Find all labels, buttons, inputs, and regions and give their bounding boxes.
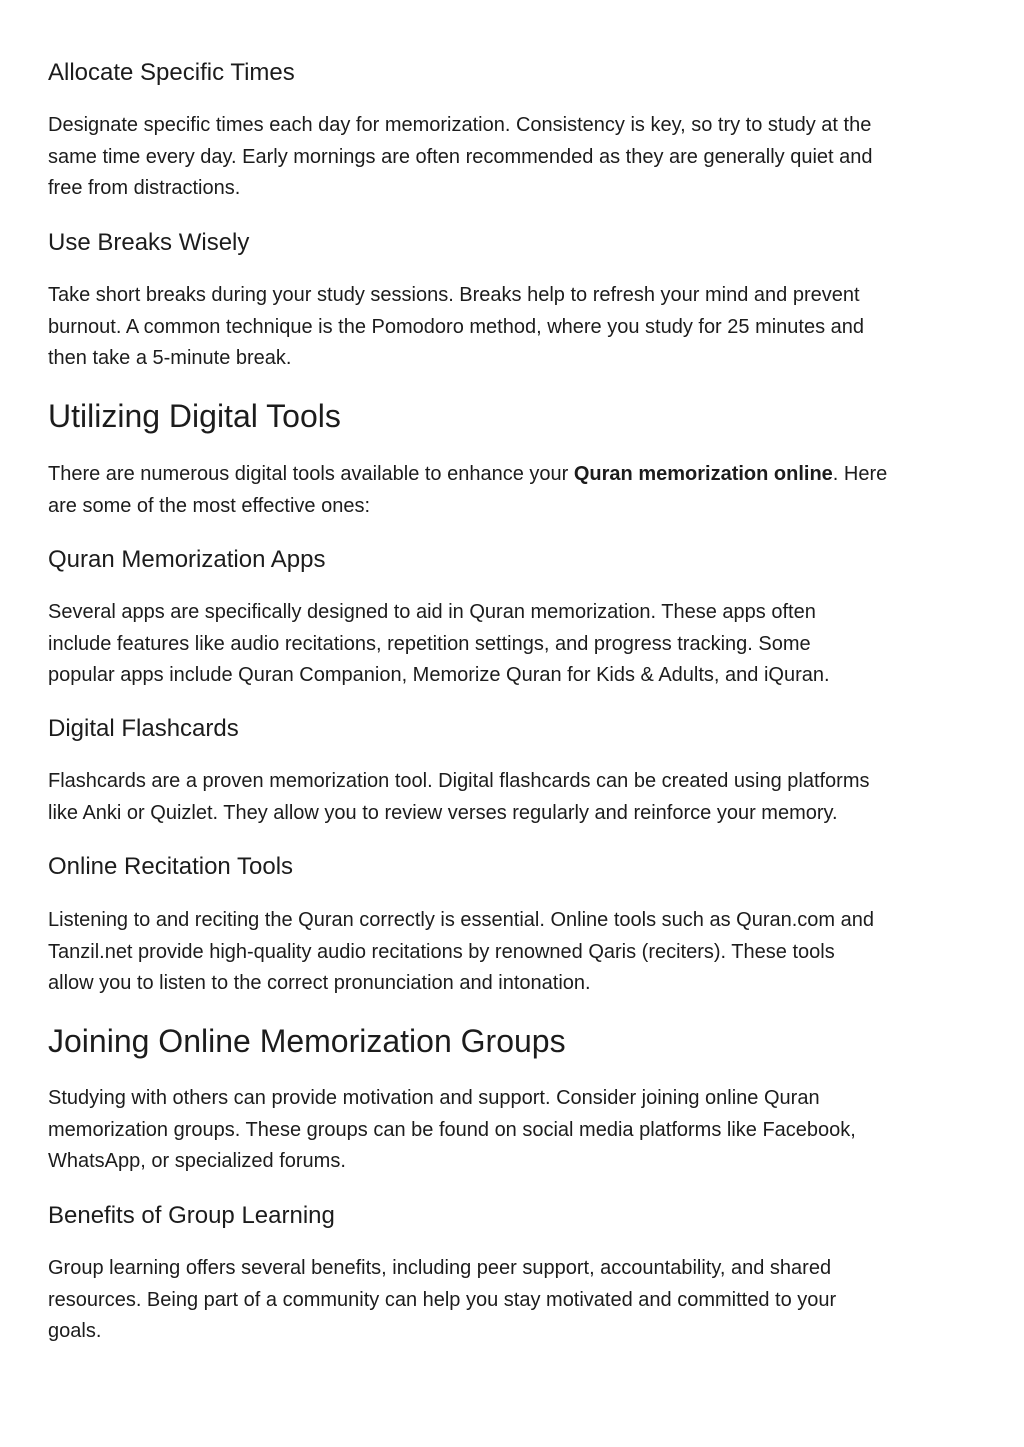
text-segment: There are numerous digital tools available to enhance your: [48, 463, 574, 485]
text-line: popular apps include Quran Companion, Memorize Quran for Kids & Adults, and iQuran.: [48, 664, 830, 686]
paragraph-benefits-of-group-learning: [48, 1253, 978, 1348]
heading-joining-online-memorization-groups: Joining Online Memorization Groups: [48, 1023, 566, 1059]
heading-allocate-specific-times: Allocate Specific Times: [48, 59, 295, 86]
text-line: burnout. A common technique is the Pomodoro method, where you study for 25 minutes and: [48, 315, 865, 338]
heading-use-breaks-wisely: Use Breaks Wisely: [48, 229, 250, 256]
text-line: Take short breaks during your study sessions. Breaks help to refresh your mind and prevent: [48, 284, 860, 306]
heading-quran-memorization-apps: Quran Memorization Apps: [48, 546, 326, 573]
text-line: allow you to listen to the correct pronunciation and intonation.: [48, 972, 591, 994]
paragraph-allocate-specific-times: [48, 110, 978, 205]
text-line: then take a 5-minute break.: [48, 347, 292, 369]
text-line: resources. Being part of a community can help you stay motivated and committed to your: [48, 1288, 837, 1311]
text-line: include features like audio recitations, repetition settings, and progress tracking. Some: [48, 632, 811, 655]
text-line: Studying with others can provide motivation and support. Consider joining online Quran: [48, 1087, 820, 1109]
text-line: [48, 459, 978, 491]
text-line: same time every day. Early mornings are often recommended as they are generally quiet and: [48, 145, 873, 168]
text-line: memorization groups. These groups can be found on social media platforms like Facebook,: [48, 1118, 856, 1141]
heading-online-recitation-tools: Online Recitation Tools: [48, 853, 294, 880]
text-segment: . Here: [832, 463, 888, 485]
paragraph-digital-flashcards: [48, 766, 978, 829]
text-line: like Anki or Quizlet. They allow you to review verses regularly and reinforce your memory.: [48, 801, 838, 824]
text-line: are some of the most effective ones:: [48, 494, 371, 517]
heading-utilizing-digital-tools: Utilizing Digital Tools: [48, 398, 341, 434]
paragraph-use-breaks-wisely: [48, 280, 978, 375]
text-line: Flashcards are a proven memorization tool. Digital flashcards can be created using platforms: [48, 770, 870, 792]
text-line: goals.: [48, 1320, 102, 1342]
heading-digital-flashcards: Digital Flashcards: [48, 715, 239, 742]
text-line: free from distractions.: [48, 177, 241, 199]
text-line: Group learning offers several benefits, including peer support, accountability, and shared: [48, 1257, 832, 1279]
text-line: Designate specific times each day for memorization. Consistency is key, so try to study at the: [48, 114, 872, 136]
text-line: Tanzil.net provide high-quality audio recitations by renowned Qaris (reciters). These tools: [48, 940, 835, 963]
bold-keyword: Quran memorization online: [573, 463, 833, 485]
paragraph-online-recitation-tools: [48, 905, 978, 1000]
text-line: WhatsApp, or specialized forums.: [48, 1150, 346, 1172]
paragraph-joining-online-memorization-groups: [48, 1083, 978, 1178]
heading-benefits-of-group-learning: Benefits of Group Learning: [48, 1202, 335, 1229]
text-line: Listening to and reciting the Quran correctly is essential. Online tools such as Quran.com and: [48, 909, 874, 931]
paragraph-utilizing-digital-tools: [48, 459, 978, 522]
paragraph-quran-memorization-apps: [48, 597, 978, 692]
text-line: Several apps are specifically designed to aid in Quran memorization. These apps often: [48, 601, 816, 623]
